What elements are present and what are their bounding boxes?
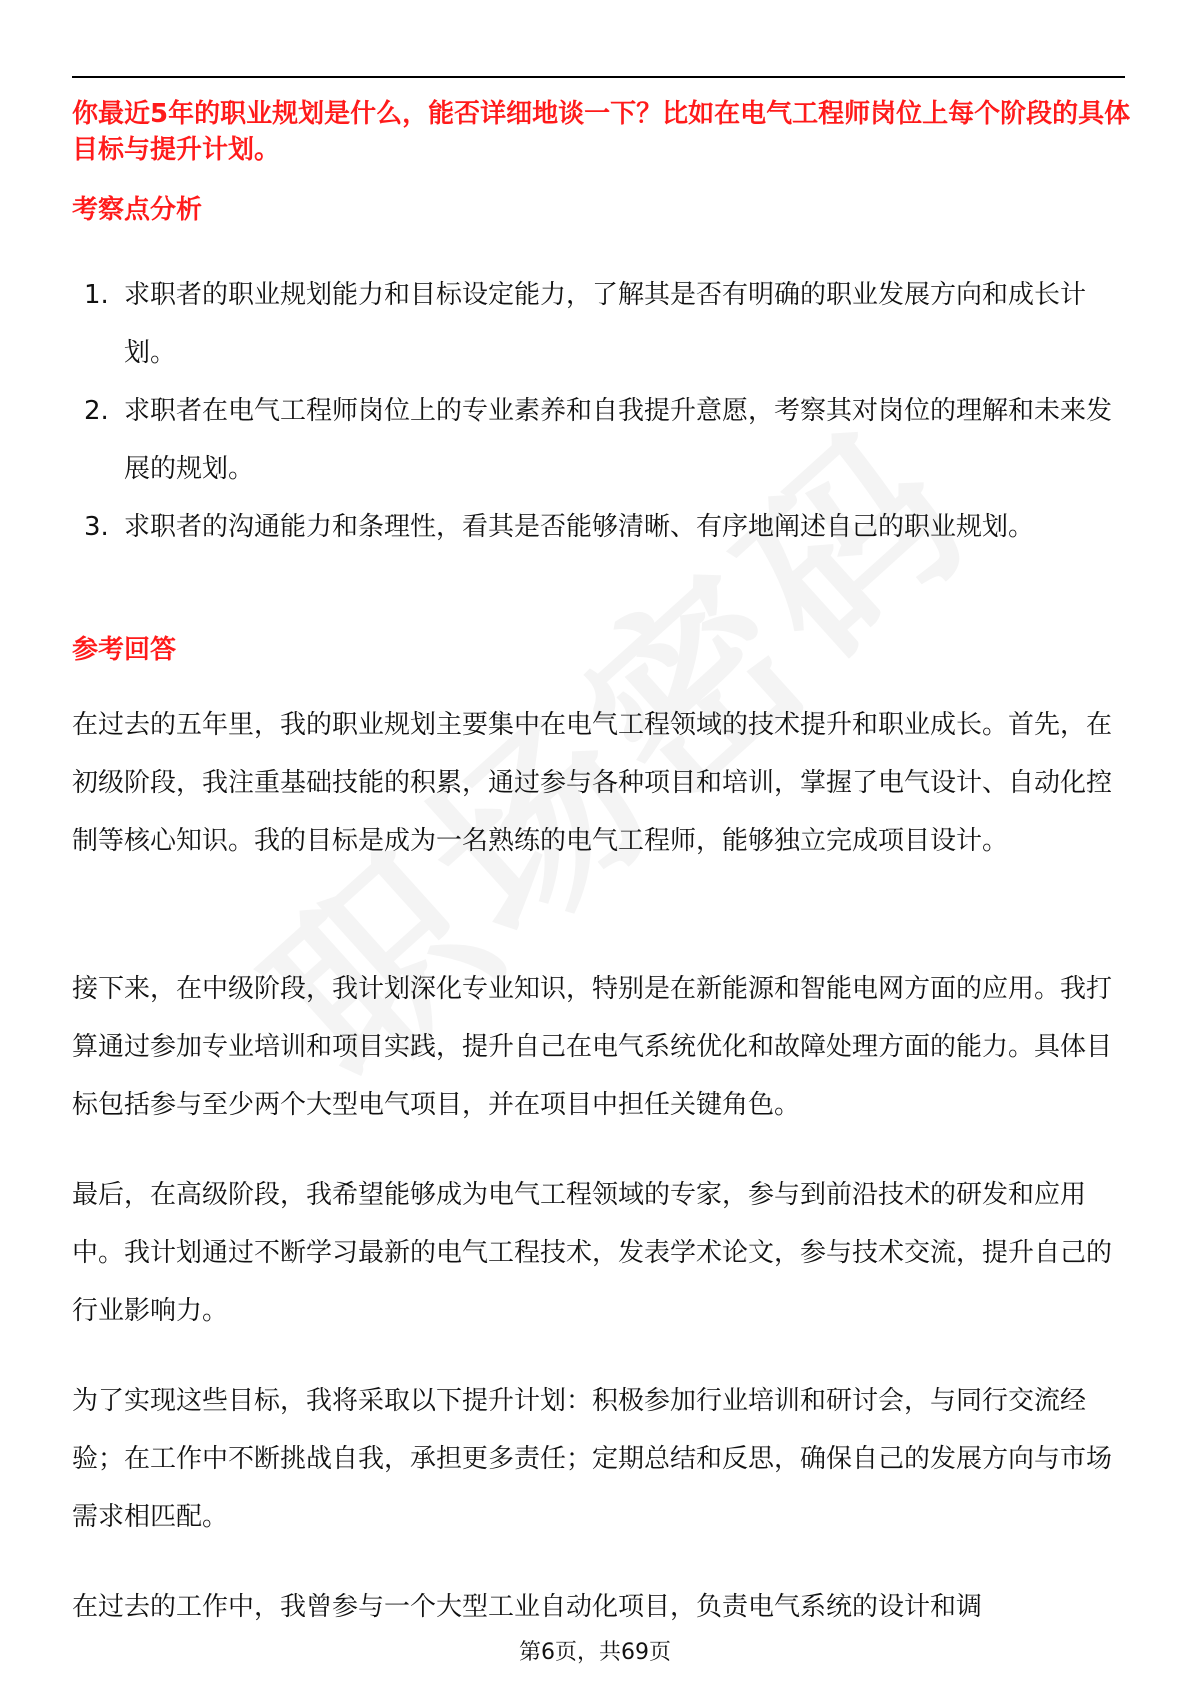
answer-section-title: 参考回答 (72, 635, 177, 665)
point-text: 求职者的职业规划能力和目标设定能力，了解其是否有明确的职业发展方向和成长计划。 (124, 280, 1087, 368)
question-heading: 你最近5年的职业规划是什么，能否详细地谈一下？比如在电气工程师岗位上每个阶段的具体目标与提升计划。 (72, 99, 1131, 165)
point-text: 求职者的沟通能力和条理性，看其是否能够清晰、有序地阐述自己的职业规划。 (124, 512, 1035, 542)
analysis-section-title: 考察点分析 (72, 195, 203, 225)
answer-paragraph: 在过去的五年里，我的职业规划主要集中在电气工程领域的技术提升和职业成长。首先，在初级阶段，我注重基础技能的积累，通过参与各种项目和培训，掌握了电气设计、自动化控制等核心知识。我的目标是成为一名熟练的电气工程师，能够独立完成项目设计。 (72, 710, 1113, 856)
analysis-point (72, 266, 1125, 382)
answer-paragraph: 为了实现这些目标，我将采取以下提升计划：积极参加行业培训和研讨会，与同行交流经验；在工作中不断挑战自我，承担更多责任；定期总结和反思，确保自己的发展方向与市场需求相匹配。 (72, 1386, 1113, 1532)
point-number: 1. (84, 280, 109, 310)
analysis-point (72, 382, 1125, 498)
analysis-points-list (72, 266, 1125, 556)
top-rule (72, 76, 1125, 78)
answer-paragraph: 接下来，在中级阶段，我计划深化专业知识，特别是在新能源和智能电网方面的应用。我打算通过参加专业培训和项目实践，提升自己在电气系统优化和故障处理方面的能力。具体目标包括参与至少两个大型电气项目，并在项目中担任关键角色。 (72, 974, 1113, 1120)
analysis-point (72, 498, 1125, 556)
answer-paragraph: 在过去的工作中，我曾参与一个大型工业自动化项目，负责电气系统的设计和调 (72, 1592, 983, 1622)
point-number: 2. (84, 396, 109, 426)
page-footer: 第6页，共69页 (519, 1640, 671, 1665)
point-number: 3. (84, 512, 109, 542)
answer-paragraph: 最后，在高级阶段，我希望能够成为电气工程领域的专家，参与到前沿技术的研发和应用中。我计划通过不断学习最新的电气工程技术，发表学术论文，参与技术交流，提升自己的行业影响力。 (72, 1180, 1113, 1326)
point-text: 求职者在电气工程师岗位上的专业素养和自我提升意愿，考察其对岗位的理解和未来发展的规划。 (124, 396, 1113, 484)
